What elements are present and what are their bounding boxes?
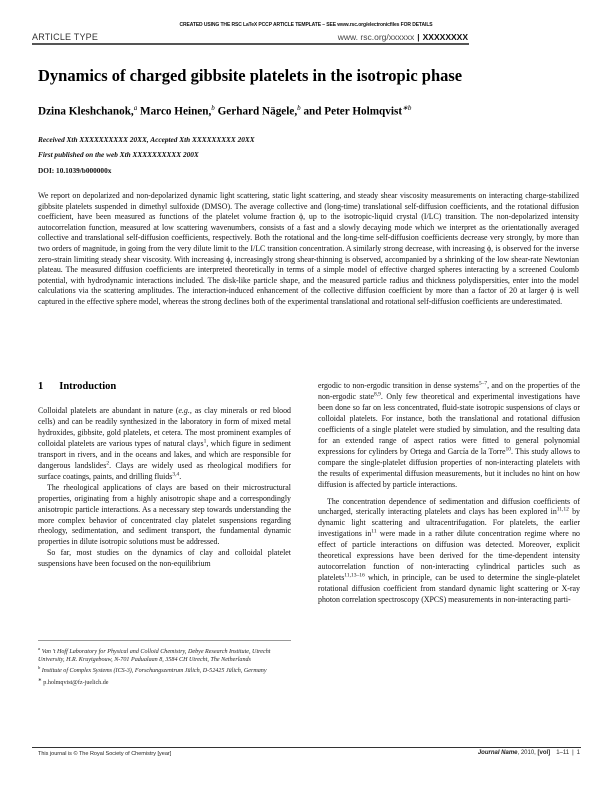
- journal-url-link[interactable]: www. rsc.org/xxxxxx: [337, 32, 415, 42]
- template-banner: CREATED USING THE RSC LaTeX PCCP ARTICLE TEMPLATE – SEE www.rsc.org/electronicfiles FOR DETAILS: [179, 22, 433, 28]
- citation-ref[interactable]: 8,9: [374, 391, 381, 398]
- paragraph: The rheological applications of clays are based on their microstructural properties, originating from a highly anisotropic shape and a correspondingly anisotropic particle interactions. As a necessary step towards understanding the more complex behavior of concentrated clay platelet suspensions regarding rheology, sedimentation, and sediment transport, the fundamental dynamic properties in dilute isotropic solutions must be addressed.: [38, 482, 291, 547]
- email-link[interactable]: p.holmqvist@fz-juelich.de: [41, 679, 109, 686]
- journal-name: Journal Name: [477, 750, 518, 756]
- page-number: 1: [576, 750, 580, 756]
- body-column-left: [38, 406, 291, 570]
- footnote-b: $^b$ Institute of Complex Systems (ICS-3), Forschungszentrum Jülich, D-52425 Jülich, Germany: [38, 665, 267, 675]
- footer-separator: |: [572, 750, 574, 756]
- published-date: First published on the web Xth XXXXXXXXXX 200X: [38, 150, 199, 159]
- citation-ref[interactable]: 2: [106, 460, 110, 467]
- footnote-rule: [38, 640, 291, 641]
- header-journal-info: [338, 32, 468, 42]
- paragraph: So far, most studies on the dynamics of clay and colloidal platelet suspensions have been focused on the non-equilibrium: [38, 548, 291, 569]
- citation-ref[interactable]: 1: [203, 438, 207, 445]
- author-affiliation-mark[interactable]: ∗b: [402, 104, 412, 112]
- citation-ref[interactable]: 11: [371, 528, 377, 535]
- author-name: Dzina Kleshchanok,: [38, 105, 134, 118]
- section-title: Introduction: [59, 381, 117, 392]
- citation-ref[interactable]: 5–7: [478, 380, 488, 387]
- header-rule: [32, 43, 469, 45]
- paper-title: Dynamics of charged gibbsite platelets in the isotropic phase: [38, 66, 463, 85]
- citation-ref[interactable]: 11,13–16: [344, 572, 365, 579]
- received-date: Received Xth XXXXXXXXXX 20XX, Accepted Xth XXXXXXXXX 20XX: [38, 135, 255, 144]
- paragraph: Colloidal platelets are abundant in nature (e.g., as clay minerals or red blood cells) and can be readily synthesized in the laboratory in form of mixed metal hydroxides, gibbsite, gold platelets, et cetera. The most prominent examples of colloidal platelets are various types of natural clays$^1$, which figure in sediment transport in rivers, and in the oceans and lakes, and which are responsible for dangerous landslides$^2$. Clays are widely used as rheological modifiers for surface coatings, paints, and drilling fluids$^{3,4}$.: [38, 406, 291, 481]
- author-affiliation-mark[interactable]: b: [297, 104, 301, 112]
- copyright-notice: This journal is © The Royal Society of Chemistry [year]: [38, 751, 172, 757]
- footnote-a: $^a$ Van 't Hoff Laboratory for Physical and Colloid Chemistry, Debye Research Institute, Utrecht University, H.R. Kruytgebouw, N-701 Padualaan 8, 3584 CH Utrecht, The Netherlands: [38, 646, 271, 664]
- article-code: XXXXXXXX: [422, 32, 468, 42]
- citation-ref[interactable]: 11,12: [556, 506, 569, 513]
- section-heading: [38, 381, 116, 392]
- author-name: Marco Heinen,: [140, 105, 212, 118]
- author-list: [38, 104, 411, 118]
- abstract: We report on depolarized and non-depolarized dynamic light scattering, static light scattering, and steady shear viscosity measurements on interacting charge-stabilized gibbsite platelets suspended in dimethyl sulfoxide (DMSO). The average collective and (long-time) translational self-diffusion coefficients, and the rotational diffusion coefficient, have been measured as functions of the platelet volume fraction ϕ, up to the isotropic-liquid crystal (I/LC) transition. The non-depolarized intensity autocorrelation function, measured at low scattering wavenumbers, consists of a fast and a slowly decaying mode which we interpret as the orientationally averaged collective and translational self-diffusion coefficients, respectively. Both the rotational and the long-time self-diffusion coefficients decrease very strongly, by more than two orders of magnitude, in going from the very dilute limit to the I/LC transition concentration. A similarly strong decrease, with increasing ϕ, is observed for the inverse zero-strain limiting steady shear viscosity. With increasing ϕ, increasingly strong shear-thinning is observed, accompanied by a shrinking of the low shear-rate Newtonian plateau. The measured diffusion coefficients are interpreted theoretically in terms of a simple model of effective charged spheres interacting by a screened Coulomb potential, with hydrodynamic interactions included. The disk-like particle shape, and the measured particle radius and thickness polydispersities, enter into the model calculations via the scattering amplitudes. The interaction-induced enhancement of the collective diffusion coefficient by more than a factor of 20 at larger ϕ is well captured in the effective sphere model, whereas the strong declines both of the experimental translational and rotational self-diffusion coefficients are underestimated.: [38, 191, 579, 306]
- citation-ref[interactable]: 10: [505, 446, 512, 453]
- affiliation-footnotes: [38, 645, 291, 687]
- paragraph: ergodic to non-ergodic transition in dense systems$^{5-7}$, and on the properties of the non-ergodic state$^{8,9}$. Only few theoretical and experimental investigations have been done so far on less concentrated, fluid-state isotropic suspensions of clays or colloidal platelets. For instance, both the translational and rotational diffusion coefficients of a single platelet were studied by simulation, and the resulting data for an extended range of aspect ratios were fitted to general polynomial expressions for cylinders by Ortega and García de la Torre$^{10}$. This study allows to compare the single-platelet diffusion properties of non-interacting platelets with the results of experimental diffusion measurements, but it includes no hint on how diffusion is affected by particle interactions.: [318, 380, 581, 489]
- section-number: 1: [38, 381, 44, 392]
- author-name: Gerhard Nägele,: [217, 105, 298, 118]
- page-range: 1–11: [556, 750, 570, 756]
- author-name: and Peter Holmqvist: [303, 105, 403, 118]
- paragraph: The concentration dependence of sedimentation and diffusion coefficients of uncharged, sterically interacting platelets and clays has been explored in$^{11,12}$ by dynamic light scattering and ultracentrifugation. For platelets, the earlier investigations $in^{11}$ were made in a rather dilute concentration regime where no effect of particle interactions on diffusion was detected. Moreover, explicit theoretical expressions have been derived for the time-dependent intensity autocorrelation function of non-interacting cylindrical particles such as platelets$^{11,13-16}$ which, in principle, can be used to determine the single-platelet rotational diffusion coefficient from standard dynamic light scattering or X-ray photon correlation spectroscopy (XPCS) measurements in non-interacting parti-: [318, 496, 580, 605]
- footer-rule: [32, 747, 581, 748]
- author-affiliation-mark[interactable]: a: [133, 104, 138, 112]
- author-affiliation-mark[interactable]: b: [211, 104, 215, 112]
- body-column-right: [318, 381, 580, 606]
- footer-journal-info: [478, 750, 580, 756]
- doi[interactable]: DOI: 10.1039/b000000x: [38, 166, 112, 175]
- journal-volume: [vol]: [537, 750, 551, 756]
- citation-ref[interactable]: 3,4: [172, 471, 180, 478]
- journal-year: , 2010,: [517, 750, 538, 756]
- article-type-label: ARTICLE TYPE: [32, 32, 99, 42]
- footnote-email: ∗ p.holmqvist@fz-juelich.de: [38, 676, 109, 686]
- header-separator: |: [417, 32, 420, 42]
